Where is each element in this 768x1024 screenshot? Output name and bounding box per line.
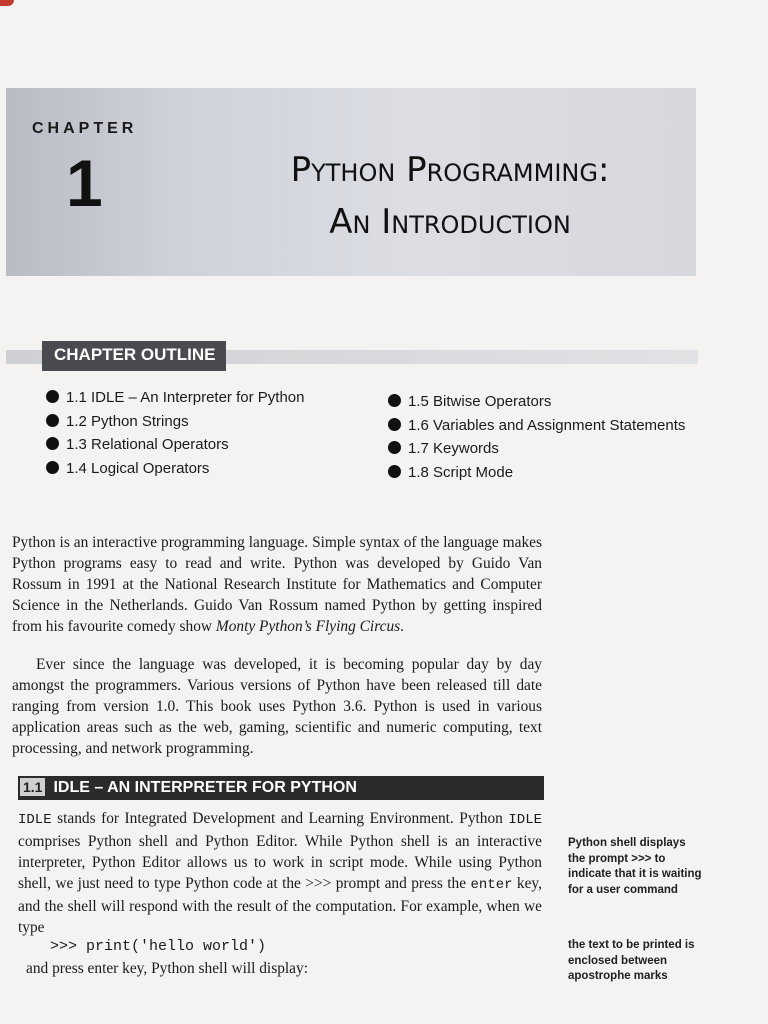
bullet-icon: [46, 390, 59, 403]
bullet-icon: [46, 437, 59, 450]
chapter-title-line1: Python Programming:: [290, 150, 610, 190]
outline-item: 1.2 Python Strings: [46, 410, 304, 434]
intro-paragraph-2: Ever since the language was developed, it is becoming popular day by day amongst the programmers. Various versions of Python have been released till date ranging from version 1.0. This book uses Python 3.6. Python is used in various application areas such as the web, gaming, scientific and numeric computing, text processing, and network programming.: [12, 656, 542, 757]
chapter-outline-header: CHAPTER OUTLINE: [42, 341, 226, 371]
intro-paragraph-1: Python is an interactive programming language. Simple syntax of the language makes Python programs easy to read and write. Python was developed by Guido Van Rossum in 1991 at the National Research Institute for Mathematics and Computer Science in the Netherlands. Guido Van Rossum named Python by getting inspired from his favourite comedy show Monty Python’s Flying Circus.: [12, 534, 542, 635]
bullet-icon: [388, 394, 401, 407]
outline-item: 1.5 Bitwise Operators: [388, 390, 685, 414]
section-number: 1.1: [20, 778, 45, 796]
margin-note-shell-prompt: Python shell displays the prompt >>> to indicate that it is waiting for a user command: [568, 837, 702, 896]
code-example: >>> print('hello world'): [50, 938, 267, 955]
bullet-icon: [388, 441, 401, 454]
outline-item: 1.1 IDLE – An Interpreter for Python: [46, 386, 304, 410]
outline-item: 1.6 Variables and Assignment Statements: [388, 414, 685, 438]
after-code-text: and press enter key, Python shell will display:: [26, 960, 308, 977]
outline-item: 1.4 Logical Operators: [46, 457, 304, 481]
outline-list-left: [46, 386, 304, 480]
margin-note-apostrophe: the text to be printed is enclosed between apostrophe marks: [568, 939, 695, 983]
bullet-icon: [46, 414, 59, 427]
show-title: Monty Python’s Flying Circus: [215, 618, 401, 635]
section-paragraph: IDLE stands for Integrated Development and Learning Environment. Python IDLE comprises Python shell and Python Editor. While Python shell is an interactive interpreter, Python Editor allows us to work in script mode. While using Python shell, we just need to type Python code at the >>> prompt and press the enter key, and the shell will respond with the result of the computation. For example, when we type: [18, 810, 542, 936]
outline-item: 1.7 Keywords: [388, 437, 685, 461]
outline-item: 1.8 Script Mode: [388, 461, 685, 485]
chapter-number: 1: [66, 146, 103, 220]
section-heading: [18, 776, 544, 800]
bullet-icon: [46, 461, 59, 474]
bullet-icon: [388, 418, 401, 431]
section-title: IDLE – AN INTERPRETER FOR PYTHON: [53, 779, 357, 796]
outline-item: 1.3 Relational Operators: [46, 433, 304, 457]
bullet-icon: [388, 465, 401, 478]
page-corner-mark: [0, 0, 14, 6]
chapter-title-line2: An Introduction: [329, 202, 571, 242]
chapter-label: CHAPTER: [32, 120, 138, 137]
outline-list-right: [388, 390, 685, 484]
